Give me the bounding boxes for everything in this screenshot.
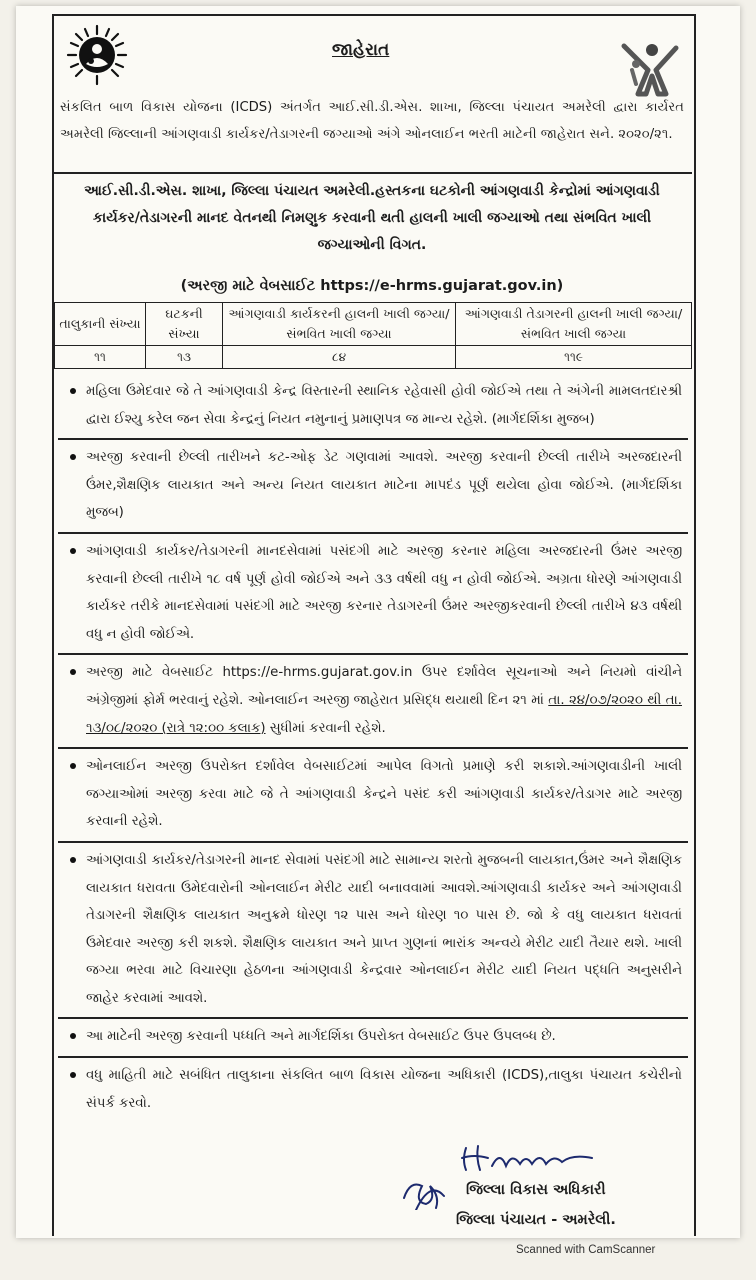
- bullet-icon: [70, 388, 76, 394]
- list-item: [58, 843, 688, 1020]
- bullet-icon: [70, 857, 76, 863]
- list-item-text: સુધીમાં કરવાની રહેશે.: [265, 720, 386, 736]
- scanner-watermark: Scanned with CamScanner: [516, 1244, 656, 1256]
- bullet-icon: [70, 1072, 76, 1078]
- vacancy-heading: આઈ.સી.ડી.એસ. શાખા, જિલ્લા પંચાયત અમરેલી.હસ્તકના ઘટકોની આંગણવાડી કેન્દ્રોમાં આંગણવાડી કાર્યકર/તેડાગરની માનદ વેતનથી નિમણુક કરવાની થતી હાલની ખાલી જગ્યાઓ તથા સંભવિત ખાલી જગ્યાઓની વિગત.: [84, 183, 660, 253]
- table-cell: ૧૧૯: [456, 346, 692, 369]
- signatory-title: જિલ્લા વિકાસ અધિકારી: [466, 1182, 606, 1198]
- table-cell: ૮૪: [223, 346, 456, 369]
- bullet-icon: [70, 454, 76, 460]
- list-item: [58, 534, 688, 655]
- table-row: [55, 346, 692, 369]
- website-line: (અરજી માટે વેબસાઈટ https://e-hrms.gujarat.gov.in): [180, 278, 564, 294]
- conditions-list: [58, 374, 688, 1122]
- table-header-cell: આંગણવાડી કાર્યકરની હાલની ખાલી જગ્યા/સંભવિત ખાલી જગ્યા: [223, 303, 456, 346]
- bullet-icon: [70, 548, 76, 554]
- list-item: [58, 1019, 688, 1058]
- table-cell: ૧૧: [55, 346, 146, 369]
- list-item: [58, 374, 688, 440]
- list-item: [58, 655, 688, 749]
- table-cell: ૧૩: [146, 346, 223, 369]
- table-header-row: [55, 303, 692, 346]
- list-item-text: અરજી માટે વેબસાઈટ https://e-hrms.gujarat.gov.in ઉપર દર્શાવેલ સૂચનાઓ અને નિયમો વાંચીને અંગ્રેજીમાં ફોર્મ ભરવાનું રહેશે. ઓનલાઈન અરજી જાહેરાત પ્રસિદ્ધ થયાથી દિન ૨૧ માં: [86, 665, 682, 708]
- bullet-icon: [70, 763, 76, 769]
- list-item-text: આ માટેની અરજી કરવાની પધ્ધતિ અને માર્ગદર્શિકા ઉપરોક્ત વેબસાઈટ ઉપર ઉપલબ્ધ છે.: [86, 1029, 556, 1045]
- icds-emblem-icon: [64, 22, 130, 88]
- table-header-cell: ઘટકની સંખ્યા: [146, 303, 223, 346]
- bullet-icon: [70, 669, 76, 675]
- table-header-cell: તાલુકાની સંખ્યા: [55, 303, 146, 346]
- mother-child-logo-icon: [618, 40, 682, 98]
- table-header-cell: આંગણવાડી તેડાગરની હાલની ખાલી જગ્યા/સંભવિત ખાલી જગ્યા: [456, 303, 692, 346]
- deadline-dates: તા. ૨૪/૦૭/૨૦૨૦ થી તા. ૧૩/૦૮/૨૦૨૦ (રાત્રે ૧૨:૦૦ કલાક): [86, 692, 682, 736]
- intro-paragraph: સંકલિત બાળ વિકાસ યોજના (ICDS) અંતર્ગત આઈ.સી.ડી.એસ. શાખા, જિલ્લા પંચાયત અમરેલી દ્વારા કાર્યરત અમરેલી જિલ્લાની આંગણવાડી કાર્યકર/તેડાગરની જગ્યાઓ અંગે ઓનલાઈન ભરતી માટેની જાહેરાત સને. ૨૦૨૦/૨૧.: [60, 100, 684, 142]
- bullet-icon: [70, 1033, 76, 1039]
- list-item: [58, 1058, 688, 1122]
- list-item-text: ઓનલાઈન અરજી ઉપરોક્ત દર્શાવેલ વેબસાઈટમાં આપેલ વિગતો પ્રમાણે કરી શકાશે.આંગણવાડીની ખાલી જગ્યાઓમાં અરજી કરવા માટે જે તે આંગણવાડી કેન્દ્રને પસંદ કરી આંગણવાડી કાર્યકર/તેડાગર માટે અરજી કરવાની રહેશે.: [86, 759, 682, 830]
- list-item: [58, 440, 688, 534]
- vacancy-table: [54, 302, 692, 369]
- notice-title: જાહેરાત: [332, 40, 390, 60]
- signatory-office: જિલ્લા પંચાયત - અમરેલી.: [456, 1212, 616, 1228]
- list-item-text: આંગણવાડી કાર્યકર/તેડાગરની માનદસેવામાં પસંદગી માટે અરજી કરનાર મહિલા અરજદારની ઉંમર અરજી કરવાની છેલ્લી તારીખે ૧૮ વર્ષ પૂર્ણ હોવી જોઈએ અને ૩૩ વર્ષથી વધુ ન હોવી જોઈએ. અગ્રતા ધોરણે આંગણવાડી કાર્યકર તરીકે માનદસેવામાં પસંદગી માટે અરજી કરનાર તેડાગરની ઉંમર અરજીકરવાની છેલ્લી તારીખે ૪૩ વર્ષથી વધુ ન હોવી જોઈએ.: [86, 543, 682, 642]
- list-item-text: આંગણવાડી કાર્યકર/તેડાગરની માનદ સેવામાં પસંદગી માટે સામાન્ય શરતો મુજબની લાયકાત,ઉંમર અને શૈક્ષણિક લાયકાત ધરાવતા ઉમેદવારોની ઓનલાઈન મેરીટ યાદી બનાવવામાં આવશે.આંગણવાડી કાર્યકર અને આંગણવાડી તેડાગરની શૈક્ષણિક લાયકાત અનુક્રમે ધોરણ ૧૨ પાસ અને ધોરણ ૧૦ પાસ છે. જો કે વધુ લાયકાત ધરાવતાં ઉમેદવાર અરજી કરી શકશે. શૈક્ષણિક લાયકાત અને પ્રાપ્ત ગુણનાં ભારાંક અન્વયે મેરીટ યાદી તૈયાર થશે. ખાલી જગ્યા ભરવા માટે વિચારણા હેઠળના આંગણવાડી કેન્દ્રવાર ઓનલાઈન મેરીટ યાદી નિયત પદ્ધતિ અનુસરીને જાહેર કરવામાં આવશે.: [86, 852, 682, 1006]
- list-item-text: વધુ માહિતી માટે સબંધિત તાલુકાના સંકલિત બાળ વિકાસ યોજના અધિકારી (ICDS),તાલુકા પંચાયત કચેરીનો સંપર્ક કરવો.: [86, 1068, 682, 1111]
- signature-scribble: [396, 1140, 596, 1210]
- divider: [54, 172, 692, 174]
- list-item-text: મહિલા ઉમેદવાર જે તે આંગણવાડી કેન્દ્ર વિસ્તારની સ્થાનિક રહેવાસી હોવી જોઈએ તથા તે અંગેની મામલતદારશ્રી દ્વારા ઈશ્યુ કરેલ જન સેવા કેન્દ્રનું નિયત નમુનાનું પ્રમાણપત્ર જ માન્ય રહેશે. (માર્ગદર્શિકા મુજબ): [86, 384, 682, 427]
- list-item: [58, 749, 688, 843]
- list-item-text: અરજી કરવાની છેલ્લી તારીખને કટ-ઓફ ડેટ ગણવામાં આવશે. અરજી કરવાની છેલ્લી તારીખે અરજદારની ઉંમર,શૈક્ષણિક લાયકાત અને અન્ય નિયત લાયકાત માટેના માપદંડ પૂર્ણ થયેલા હોવા જોઈએ. (માર્ગદર્શિકા મુજબ): [86, 450, 682, 521]
